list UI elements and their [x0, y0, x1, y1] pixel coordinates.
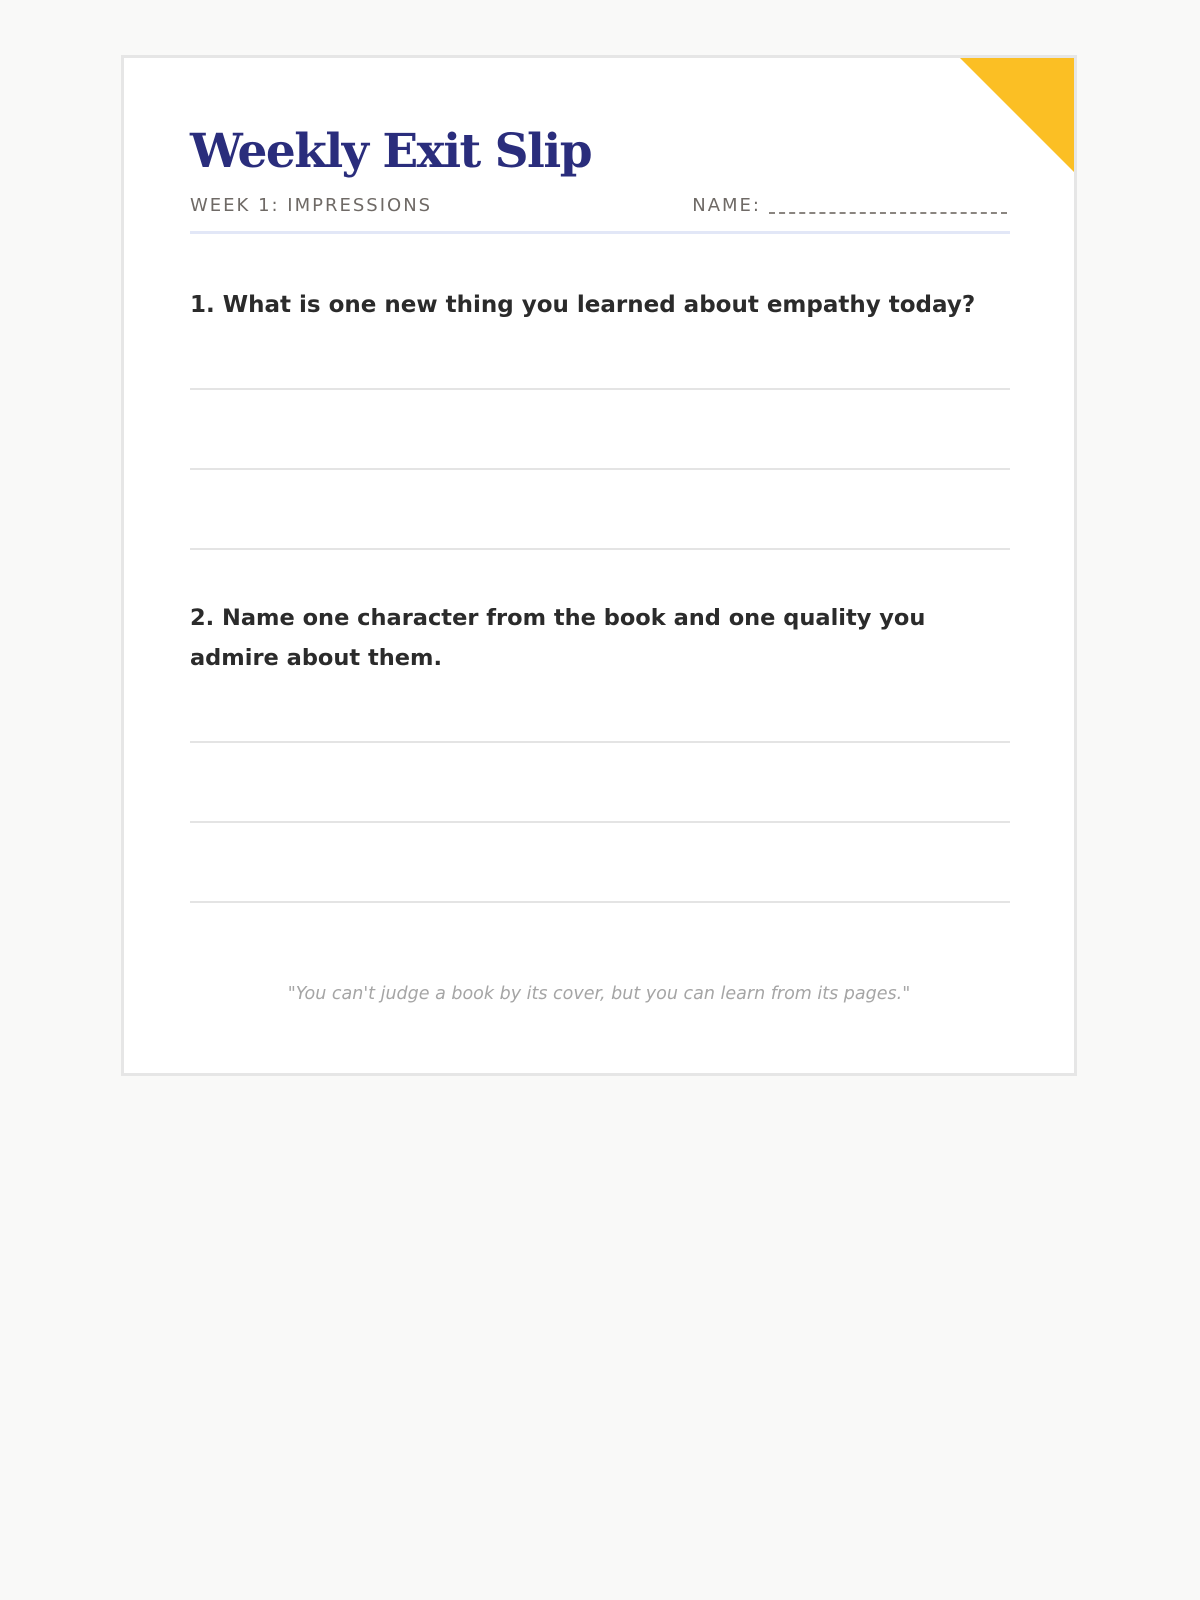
answer-line-2-2[interactable]	[190, 821, 1010, 823]
week-subtitle: WEEK 1: IMPRESSIONS	[190, 195, 433, 216]
answer-line-1-3[interactable]	[190, 548, 1010, 550]
answer-line-2-1[interactable]	[190, 741, 1010, 743]
page-title: Weekly Exit Slip	[190, 124, 592, 179]
answer-line-1-1[interactable]	[190, 388, 1010, 390]
exit-slip-card	[121, 55, 1077, 1076]
header-divider	[190, 231, 1010, 234]
name-field[interactable]	[692, 195, 1007, 216]
name-blank-line[interactable]	[769, 212, 1007, 214]
name-label: NAME:	[692, 195, 761, 216]
answer-line-1-2[interactable]	[190, 468, 1010, 470]
question-1: 1. What is one new thing you learned about empathy today?	[190, 292, 976, 318]
footer-quote: "You can't judge a book by its cover, but you can learn from its pages."	[287, 984, 911, 1004]
corner-accent	[960, 58, 1074, 172]
question-2: 2. Name one character from the book and one quality you admire about them.	[190, 605, 926, 671]
answer-line-2-3[interactable]	[190, 901, 1010, 903]
